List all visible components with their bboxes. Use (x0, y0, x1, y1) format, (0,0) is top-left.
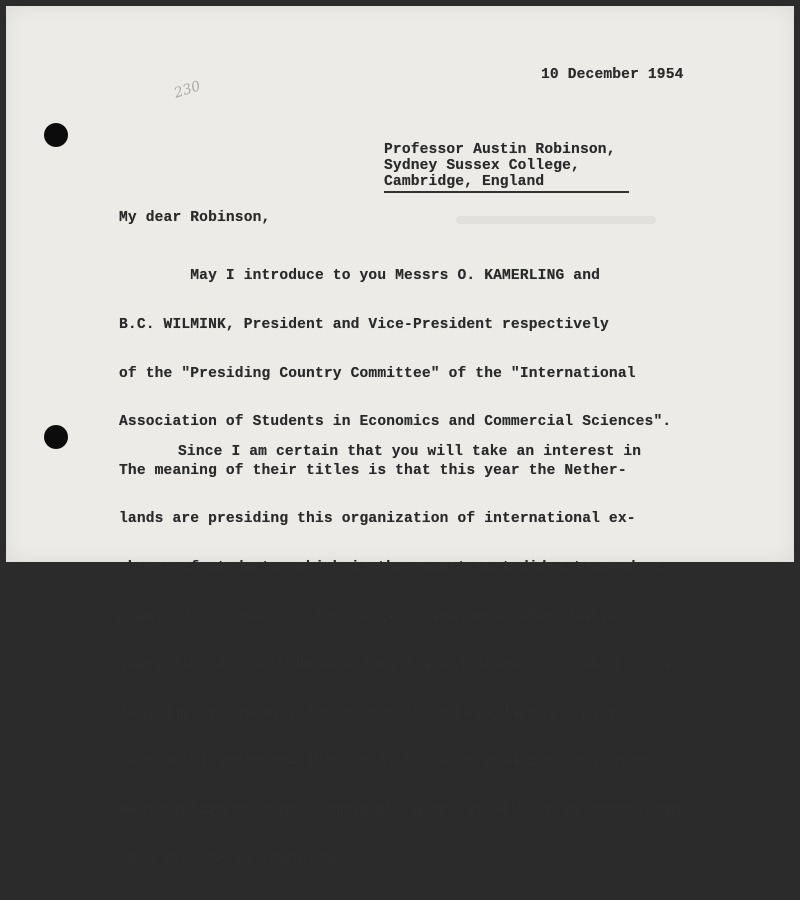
body-line: lands are presiding this organization of international ex- (119, 511, 636, 528)
body-line: this sort of co-operation. (119, 851, 351, 868)
body-line: The meaning of their titles is that this year the Nether- (119, 462, 627, 479)
recipient-college: Sydney Sussex College, (384, 158, 580, 174)
recipient-name: Professor Austin Robinson, (384, 142, 616, 158)
body-line: of the "Presiding Country Committee" of the "International (119, 365, 636, 382)
address-underline (384, 191, 629, 193)
punch-hole-bottom (44, 425, 68, 449)
body-line: change of students, which in the recent past did a tremendous (119, 559, 663, 576)
body-line: They would therefore like to be in touch with such students (119, 754, 645, 771)
letter-page (6, 6, 794, 868)
body-line: May I introduce to you Messrs O. KAMERLING and (119, 268, 601, 285)
letter-body (119, 236, 680, 900)
recipient-city: Cambridge, England (384, 174, 545, 190)
closing-line: Since I am certain that you will take an interest in (178, 444, 642, 460)
body-line: than the one between the continent and the United Kingdom. (119, 705, 636, 722)
letter-date: 10 December 1954 (541, 67, 684, 83)
salutation: My dear Robinson, (119, 210, 271, 226)
pencil-annotation: 230 (172, 78, 203, 102)
paper-smudge (456, 216, 656, 224)
body-line: ever, that the collaboration on the continent is running better (119, 657, 681, 674)
punch-hole-top (44, 123, 68, 147)
body-line: piece of good work in this type of exchange. They feel,how- (119, 608, 645, 625)
body-line: Association of Students in Economics and Commercial Sciences". (119, 414, 672, 431)
body-line: B.C. WILMINK, President and Vice-President respectively (119, 317, 609, 333)
body-line: associations or other people who might be willing to strengthen (119, 802, 681, 819)
